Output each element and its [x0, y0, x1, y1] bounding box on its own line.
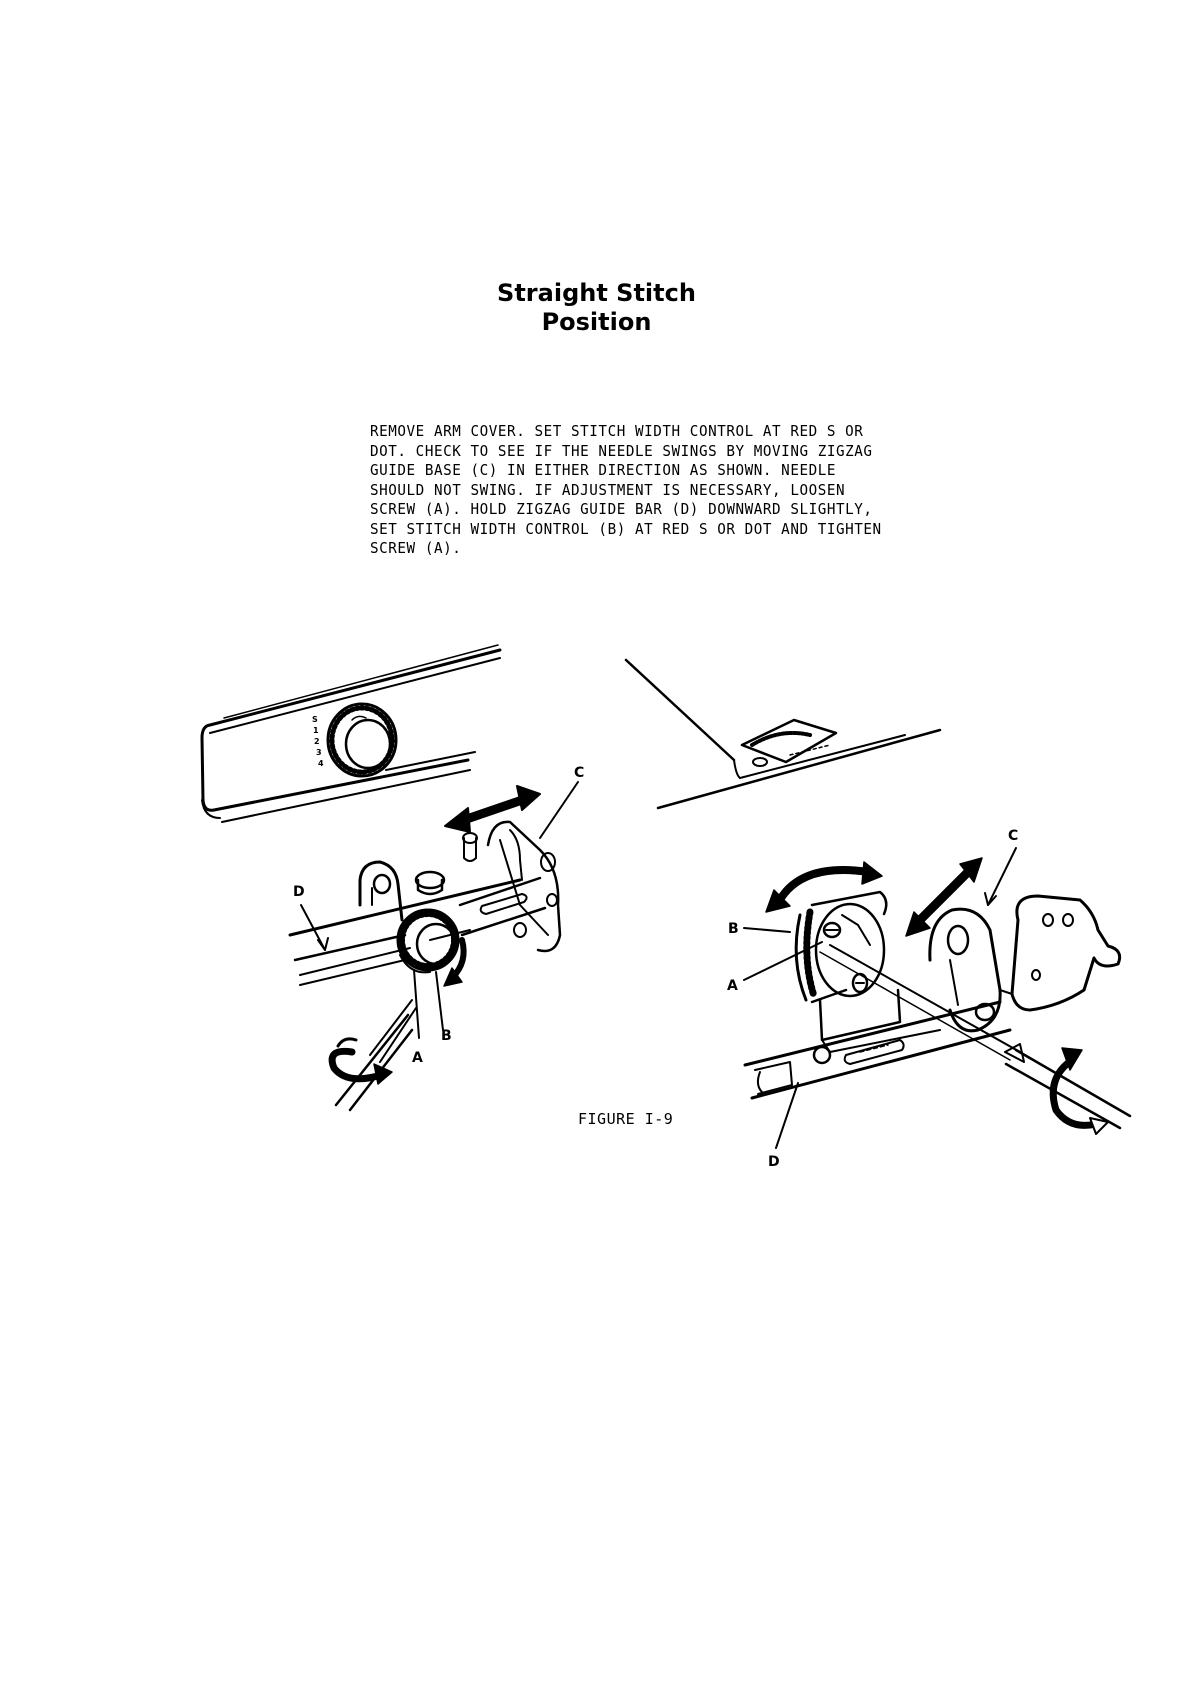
dial-mark: 2	[314, 737, 320, 746]
callout-b-left: B	[441, 1028, 452, 1044]
dial-mark: S	[312, 715, 318, 724]
callout-a-right: A	[727, 978, 738, 994]
dial-window	[742, 720, 836, 766]
instruction-line: SCREW (A). HOLD ZIGZAG GUIDE BAR (D) DOWNWARD SLIGHTLY,	[370, 500, 873, 518]
dial-mark: 3	[316, 748, 322, 757]
callout-b-right: B	[728, 921, 739, 937]
dial-mark: 4	[318, 759, 324, 768]
instruction-line: SET STITCH WIDTH CONTROL (B) AT RED S OR DOT AND TIGHTEN	[370, 519, 882, 538]
stitch-width-knob	[398, 910, 458, 972]
top-screws	[416, 833, 477, 894]
screwdriver-rotation-arrow-right	[1053, 1048, 1108, 1134]
left-double-arrow	[445, 786, 540, 832]
arm-cover-plate	[202, 645, 500, 822]
zigzag-guide-base-right	[930, 909, 1000, 1031]
right-double-arrow	[906, 858, 982, 936]
callout-d-left: D	[293, 884, 305, 900]
dial-mark: 1	[313, 726, 319, 735]
instruction-line: GUIDE BASE (C) IN EITHER DIRECTION AS SHOWN. NEEDLE	[370, 461, 837, 479]
dial-scale-marks	[312, 715, 324, 768]
left-bracket	[360, 862, 402, 920]
right-rotation-arrow	[766, 862, 882, 912]
callout-d-right: D	[768, 1154, 780, 1170]
right-illustration	[626, 660, 1130, 1170]
mounting-plate	[1000, 896, 1120, 1010]
guide-bar-slot	[460, 878, 545, 935]
zigzag-guide-bar-right	[745, 1002, 1010, 1098]
callout-c-right: C	[1008, 828, 1019, 844]
section-title: Straight Stitch	[497, 279, 696, 307]
figure-caption: FIGURE I-9	[578, 1110, 674, 1128]
section-subtitle: Position	[541, 308, 652, 336]
left-illustration	[202, 645, 584, 1110]
callout-a-left: A	[412, 1050, 423, 1066]
instruction-line: REMOVE ARM COVER. SET STITCH WIDTH CONTROL AT RED S OR	[370, 422, 864, 440]
instruction-line: DOT. CHECK TO SEE IF THE NEEDLE SWINGS BY MOVING ZIGZAG	[370, 441, 873, 460]
callout-c-left: C	[574, 765, 585, 781]
instruction-line: SHOULD NOT SWING. IF ADJUSTMENT IS NECESSARY, LOOSEN	[370, 480, 846, 499]
stitch-width-dial-top	[328, 704, 396, 776]
instruction-line: SCREW (A).	[370, 539, 462, 557]
